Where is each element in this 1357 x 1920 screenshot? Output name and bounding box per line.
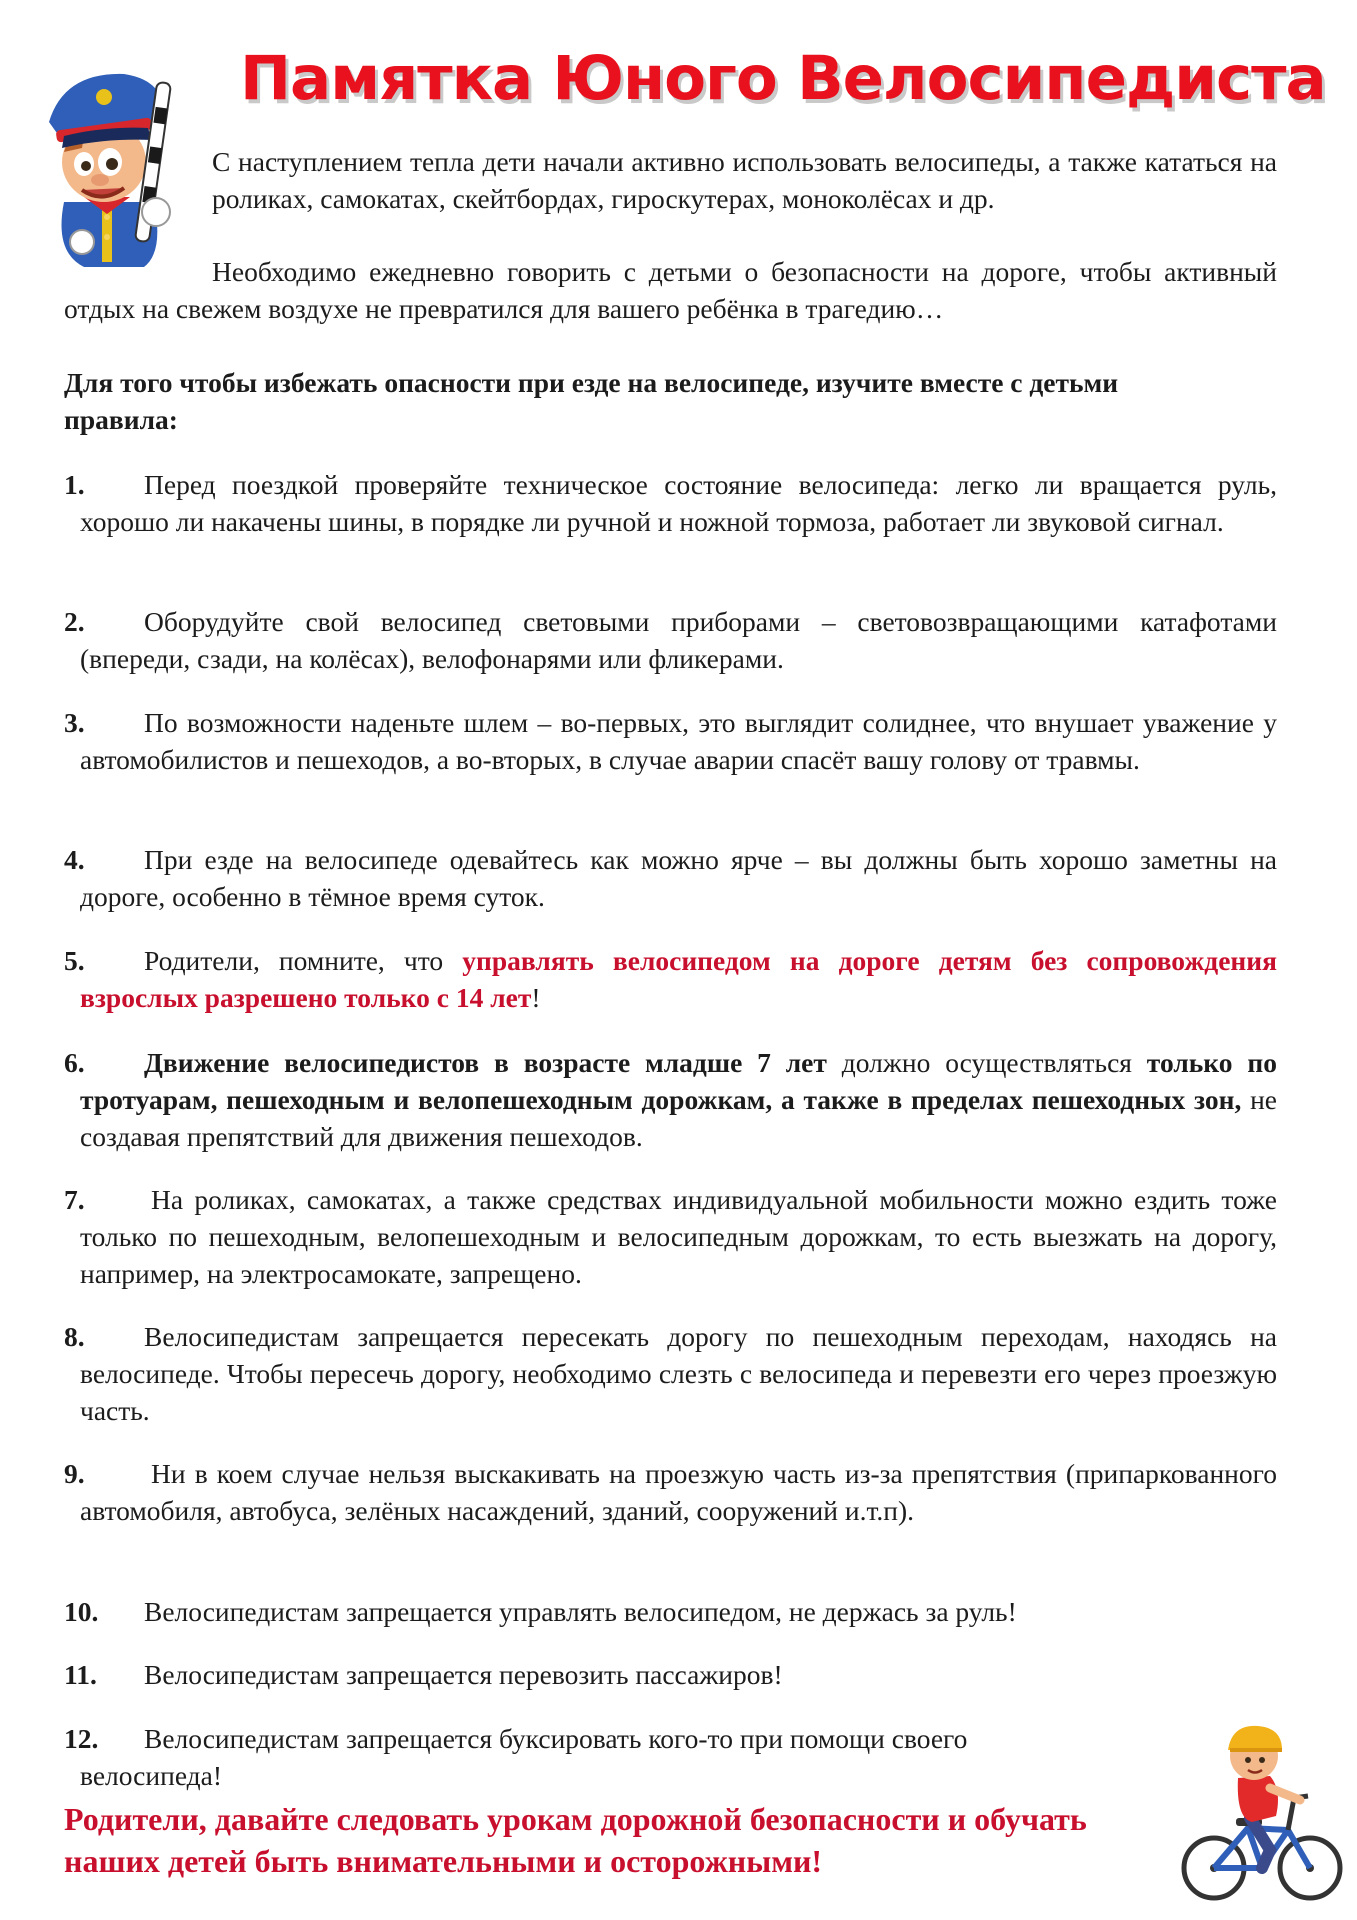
rule-text: Оборудуйте свой велосипед световыми приборами – световозвращающими катафотами (впереди, сзади, на колёсах), велофонарями или фликерами. bbox=[80, 606, 1277, 674]
rule-text: При езде на велосипеде одевайтесь как можно ярче – вы должны быть хорошо заметны на дороге, особенно в тёмное время суток. bbox=[80, 844, 1277, 912]
rule-text-bold-1: Движение велосипедистов в возрасте младше 7 лет bbox=[144, 1047, 827, 1078]
rule-item bbox=[64, 466, 1277, 540]
rule-text: Велосипедистам запрещается управлять велосипедом, не держась за руль! bbox=[144, 1596, 1017, 1627]
rule-item bbox=[64, 841, 1277, 915]
rule-item bbox=[64, 1656, 1277, 1693]
rule-item bbox=[64, 1181, 1277, 1292]
rule-text: Велосипедистам запрещается перевозить пассажиров! bbox=[144, 1659, 783, 1690]
rule-text: Велосипедистам запрещается буксировать кого-то при помощи своего велосипеда! bbox=[80, 1723, 968, 1791]
rules-heading: Для того чтобы избежать опасности при езде на велосипеде, изучите вместе с детьми правила: bbox=[64, 367, 1119, 435]
intro-paragraph-1: С наступлением тепла дети начали активно использовать велосипеды, а также кататься на роликах, самокатах, скейтбордах, гироскутерах, моноколёсах и др. bbox=[212, 146, 1277, 214]
intro-paragraph-2-text: Необходимо ежедневно говорить с детьми о безопасности на дороге, чтобы активный отдых на свежем воздухе не превратился для вашего ребёнка в трагедию… bbox=[64, 256, 1277, 324]
rule-number: 12. bbox=[64, 1723, 99, 1754]
rule-text-highlight: управлять велосипедом на дороге детям без сопровождения взрослых разрешено только с 14 лет bbox=[80, 945, 1277, 1013]
rule-text-start: Родители, помните, что bbox=[144, 945, 463, 976]
rule-number: 7. bbox=[64, 1184, 85, 1215]
rule-number: 2. bbox=[64, 606, 85, 637]
rule-number: 5. bbox=[64, 945, 85, 976]
rule-number: 6. bbox=[64, 1047, 85, 1078]
rule-item bbox=[64, 1593, 1277, 1630]
rule-text: На роликах, самокатах, а также средствах индивидуальной мобильности можно ездить тоже только по пешеходным, велопешеходным и велосипедным дорожкам, то есть выезжать на дорогу, например, на электросамокате, запрещено. bbox=[80, 1184, 1277, 1289]
rule-text: Перед поездкой проверяйте техническое состояние велосипеда: легко ли вращается руль, хорошо ли накачены шины, в порядке ли ручной и ножной тормоза, работает ли звуковой сигнал. bbox=[80, 469, 1277, 537]
rule-item bbox=[64, 1044, 1277, 1155]
rule-text-middle: должно осуществляться bbox=[826, 1047, 1147, 1078]
rule-text-bold-2: только по тротуарам, пешеходным и велопешеходным дорожкам, а также в пределах пешеходных зон, bbox=[80, 1047, 1277, 1115]
page-title: Памятка Юного Велосипедиста bbox=[240, 43, 1326, 114]
rule-item bbox=[64, 1318, 1277, 1429]
rule-item bbox=[64, 1455, 1277, 1529]
rule-number: 4. bbox=[64, 844, 85, 875]
rule-item bbox=[64, 1720, 1110, 1794]
rule-item bbox=[64, 603, 1277, 677]
rule-number: 1. bbox=[64, 469, 85, 500]
rule-number: 3. bbox=[64, 707, 85, 738]
rule-text: Велосипедистам запрещается пересекать дорогу по пешеходным переходам, находясь на велосипеде. Чтобы пересечь дорогу, необходимо слезть с велосипеда и перевезти его через проезжую часть. bbox=[80, 1321, 1277, 1426]
rule-item bbox=[64, 704, 1277, 778]
rule-text-end: не создавая препятствий для движения пешеходов. bbox=[80, 1084, 1277, 1152]
rule-number: 9. bbox=[64, 1458, 85, 1489]
rule-number: 10. bbox=[64, 1596, 99, 1627]
rule-text: Ни в коем случае нельзя выскакивать на проезжую часть из-за препятствия (припаркованного автомобиля, автобуса, зелёных насаждений, зданий, сооружений и.т.п). bbox=[80, 1458, 1277, 1526]
closing-appeal: Родители, давайте следовать урокам дорожной безопасности и обучать наших детей быть внимательными и осторожными! bbox=[64, 1801, 1087, 1879]
police-boy-icon bbox=[24, 52, 204, 272]
rule-item bbox=[64, 942, 1277, 1016]
intro-paragraph-2 bbox=[64, 253, 1277, 327]
cyclist-boy-icon bbox=[1178, 1718, 1346, 1910]
rule-number: 11. bbox=[64, 1659, 97, 1690]
rule-number: 8. bbox=[64, 1321, 85, 1352]
rule-text: По возможности наденьте шлем – во-первых, это выглядит солиднее, что внушает уважение у автомобилистов и пешеходов, а во-вторых, в случае аварии спасёт вашу голову от травмы. bbox=[80, 707, 1277, 775]
rule-text-end: ! bbox=[531, 982, 541, 1013]
